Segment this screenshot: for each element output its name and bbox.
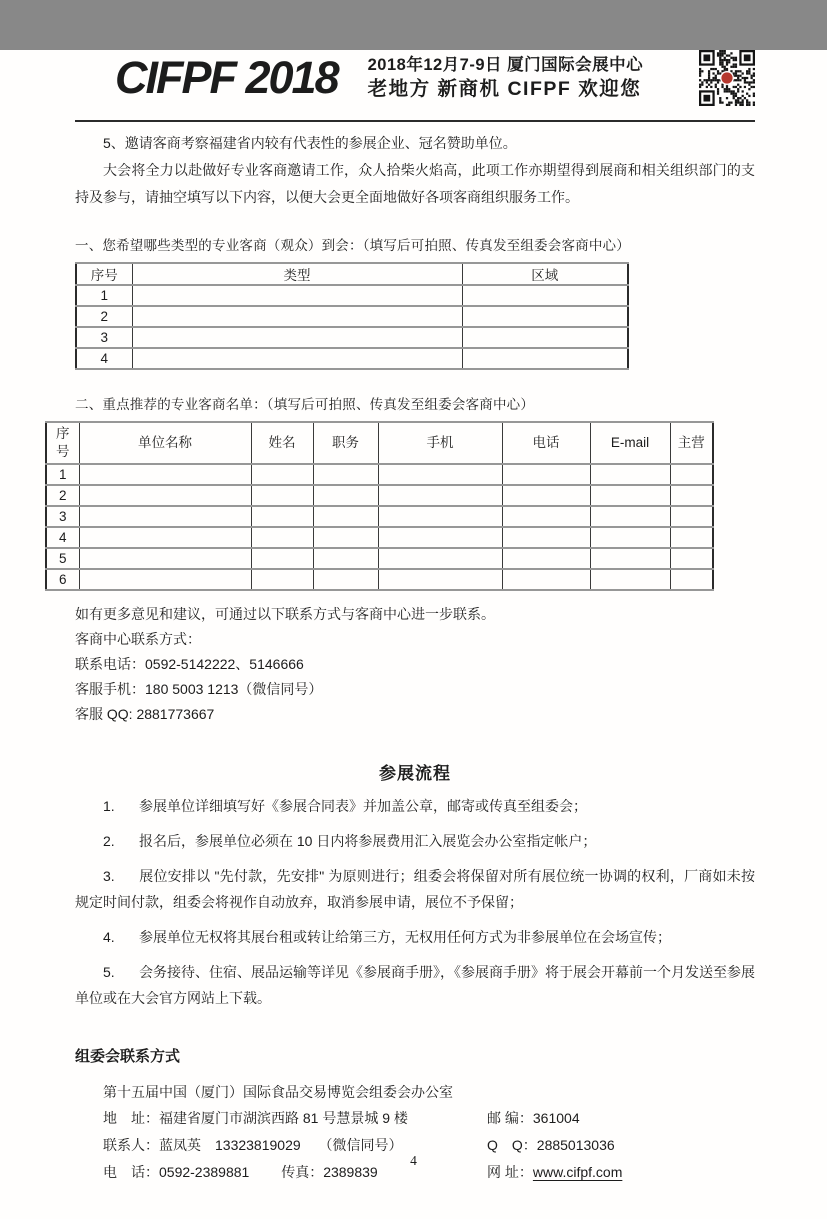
intro-item-5: 5、邀请客商考察福建省内较有代表性的参展企业、冠名赞助单位。 [103,135,517,151]
process-title: 参展流程 [379,764,451,783]
col-header-mobile: 手机 [378,422,502,464]
contact-person-line: 联系人：蓝凤英 13323819029 （微信同号） [103,1137,403,1153]
table-row [46,548,713,569]
item-number: 5. [103,964,115,980]
buyer-center-qq: 客服 QQ: 2881773667 [75,706,215,722]
header-divider [75,120,755,122]
email-cell [590,548,670,569]
section2-title: 二、重点推荐的专业客商名单：（填写后可拍照、传真发至组委会客商中心） [75,397,535,412]
name-cell [251,569,313,590]
table-row [76,348,628,369]
phone-fax-line: 电 话：0592-2389881 传真：2389839 [103,1164,378,1180]
col-header-phone: 电话 [502,422,590,464]
name-cell [251,527,313,548]
business-cell [670,506,713,527]
item-number: 4. [103,929,115,945]
row-index: 4 [76,348,132,369]
position-cell [313,506,378,527]
event-logo: CIFPF 2018 [115,52,338,103]
buyer-type-table [75,262,629,370]
committee-row-address [103,1105,755,1132]
company-cell [79,548,251,569]
region-cell [462,306,628,327]
mobile-cell [378,569,502,590]
position-cell [313,548,378,569]
recommended-buyers-table [45,421,714,591]
process-item-3 [75,863,755,915]
type-cell [132,285,462,306]
email-cell [590,485,670,506]
row-index: 3 [46,506,79,527]
row-index: 3 [76,327,132,348]
col-header-name: 姓名 [251,422,313,464]
committee-office: 第十五届中国（厦门）国际食品交易博览会组委会办公室 [103,1084,453,1100]
type-cell [132,327,462,348]
col-header-type: 类型 [132,263,462,285]
address-line: 地 址：福建省厦门市湖滨西路 81 号慧景城 9 楼 [103,1110,408,1126]
item-number: 3. [103,868,115,884]
event-slogan: 老地方 新商机 CIFPF 欢迎您 [367,78,642,100]
phone-cell [502,464,590,485]
col-header-index: 序号 [46,422,79,464]
name-cell [251,506,313,527]
company-cell [79,485,251,506]
row-index: 1 [46,464,79,485]
email-cell [590,569,670,590]
buyer-center-contact [75,602,755,727]
name-cell [251,485,313,506]
table-row [76,327,628,348]
intro-paragraph: 大会将全力以赴做好专业客商邀请工作，众人拾柴火焰高，此项工作亦期望得到展商和相关组织部门的支持及参与，请抽空填写以下内容，以便大会更全面地做好各项客商组织服务工作。 [75,162,755,205]
position-cell [313,464,378,485]
col-header-position: 职务 [313,422,378,464]
item-number: 1. [103,798,115,814]
type-cell [132,348,462,369]
buyer-center-label: 客商中心联系方式： [75,631,201,647]
position-cell [313,527,378,548]
company-cell [79,506,251,527]
position-cell [313,485,378,506]
item-text: 参展单位无权将其展台租或转让给第三方，无权用任何方式为非参展单位在会场宣传； [139,929,671,945]
item-text: 会务接待、住宿、展品运输等详见《参展商手册》，《参展商手册》将于展会开幕前一个月发送至参展单位或在大会官方网站上下载。 [75,964,755,1006]
col-header-index: 序号 [76,263,132,285]
phone-cell [502,569,590,590]
table-header-row [76,263,628,285]
email-cell [590,527,670,548]
table-row [76,306,628,327]
name-cell [251,548,313,569]
document-body [56,131,755,1186]
company-cell [79,464,251,485]
mobile-cell [378,485,502,506]
buyer-center-phone: 联系电话：0592-5142222、5146666 [75,656,304,672]
email-cell [590,506,670,527]
phone-cell [502,527,590,548]
table-row [46,485,713,506]
process-item-2 [75,828,755,854]
mobile-cell [378,506,502,527]
business-cell [670,527,713,548]
col-header-region: 区域 [462,263,628,285]
row-index: 1 [76,285,132,306]
type-cell [132,306,462,327]
mobile-cell [378,464,502,485]
event-tagline [368,57,644,100]
website-label: 网 址： [487,1164,533,1180]
qq-line: Q Q：2885013036 [487,1137,615,1153]
col-header-email: E-mail [590,422,670,464]
region-cell [462,285,628,306]
section1-title: 一、您希望哪些类型的专业客商（观众）到会：（填写后可拍照、传真发至组委会客商中心） [75,238,630,253]
table-row [46,464,713,485]
col-header-company: 单位名称 [79,422,251,464]
company-cell [79,569,251,590]
company-cell [79,527,251,548]
item-text: 参展单位详细填写好《参展合同表》并加盖公章，邮寄或传真至组委会； [139,798,587,814]
buyer-center-mobile: 客服手机：180 5003 1213（微信同号） [75,681,323,697]
qr-code-icon [699,50,755,106]
table-row [46,569,713,590]
phone-cell [502,548,590,569]
website-link[interactable]: www.cifpf.com [532,1164,623,1180]
item-text: 展位安排以 "先付款，先安排" 为原则进行；组委会将保留对所有展位统一协调的权利，厂商如未按规定时间付款，组委会将视作自动放弃，取消参展申请，展位不予保留； [75,868,755,910]
region-cell [462,348,628,369]
business-cell [670,485,713,506]
phone-cell [502,506,590,527]
business-cell [670,548,713,569]
row-index: 2 [76,306,132,327]
row-index: 6 [46,569,79,590]
business-cell [670,464,713,485]
row-index: 5 [46,548,79,569]
page-number: 4 [410,1153,417,1168]
document-page [0,50,827,1219]
email-cell [590,464,670,485]
row-index: 4 [46,527,79,548]
process-item-5 [75,959,755,1011]
region-cell [462,327,628,348]
process-item-4 [75,924,755,950]
phone-cell [502,485,590,506]
item-text: 报名后，参展单位必须在 10 日内将参展费用汇入展览会办公室指定帐户； [139,833,597,849]
table-row [46,506,713,527]
mobile-cell [378,548,502,569]
committee-title: 组委会联系方式 [75,1048,181,1065]
table-row [46,527,713,548]
page-header [75,50,755,106]
table-header-row [46,422,713,464]
business-cell [670,569,713,590]
feedback-note: 如有更多意见和建议，可通过以下联系方式与客商中心进一步联系。 [75,606,495,622]
mobile-cell [378,527,502,548]
row-index: 2 [46,485,79,506]
col-header-business: 主营 [670,422,713,464]
process-item-1 [75,793,755,819]
name-cell [251,464,313,485]
event-date-venue: 2018年12月7-9日 厦门国际会展中心 [367,55,644,74]
item-number: 2. [103,833,115,849]
position-cell [313,569,378,590]
table-row [76,285,628,306]
postcode-line: 邮 编：361004 [487,1110,580,1126]
